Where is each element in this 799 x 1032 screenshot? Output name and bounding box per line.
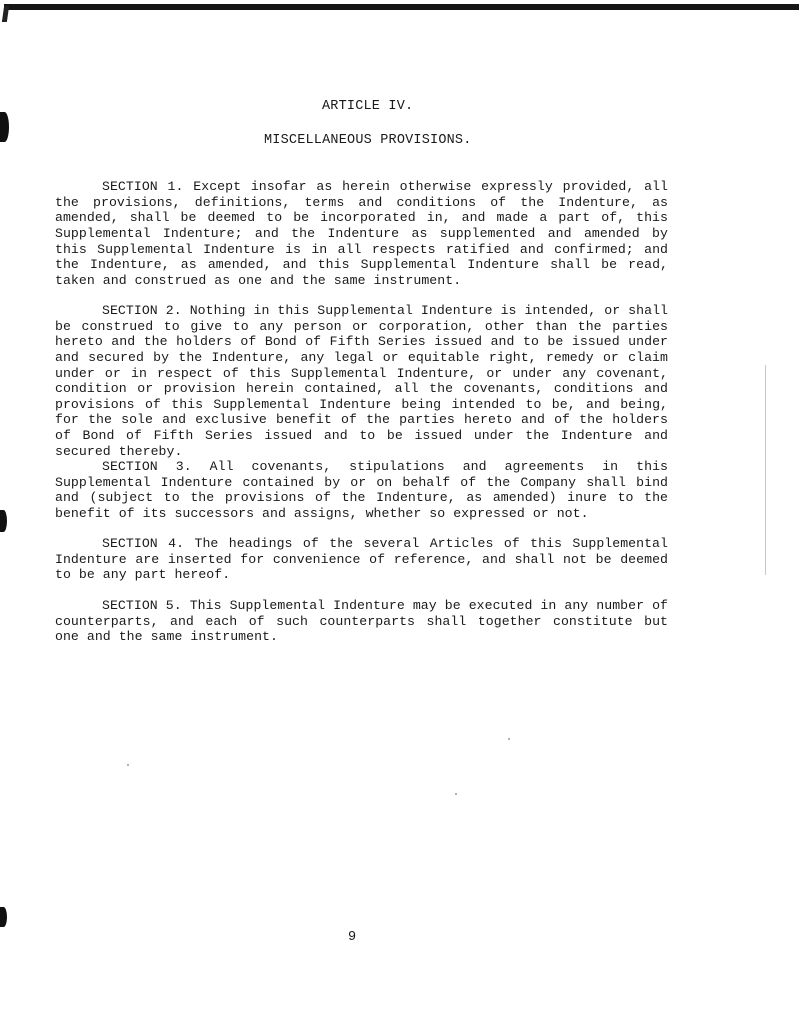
scan-speck: [455, 793, 457, 795]
page-number: 9: [348, 930, 357, 945]
binder-hole-mark: [0, 112, 9, 142]
section-4-paragraph: SECTION 4. The headings of the several Articles of this Supplemental Indenture are inserted for convenience of reference, and shall not be deemed to be any part hereof.: [55, 536, 668, 583]
scan-speck: [508, 738, 510, 740]
article-subtitle: MISCELLANEOUS PROVISIONS.: [264, 133, 472, 148]
binder-hole-mark: [0, 907, 7, 927]
article-title: ARTICLE IV.: [322, 99, 414, 114]
scan-edge-line: [765, 365, 766, 575]
section-3-paragraph: SECTION 3. All covenants, stipulations and agreements in this Supplemental Indenture contained by or on behalf of the Company shall bind and (subject to the provisions of the Indenture, as amended) inure to the benefit of its successors and assigns, whether so expressed or not.: [55, 459, 668, 521]
section-1-paragraph: SECTION 1. Except insofar as herein otherwise expressly provided, all the provisions, definitions, terms and conditions of the Indenture, as amended, shall be deemed to be incorporated in, and made a part of, this Supplemental Indenture; and the Indenture as supplemented and amended by this Supplemental Indenture is in all respects ratified and confirmed; and the Indenture, as amended, and this Supplemental Indenture shall be read, taken and construed as one and the same instrument.: [55, 179, 668, 288]
scan-top-border: [4, 4, 799, 10]
binder-hole-mark: [0, 510, 7, 532]
section-2-paragraph: SECTION 2. Nothing in this Supplemental Indenture is intended, or shall be construed to give to any person or corporation, other than the parties hereto and the holders of Bond of Fifth Series issued and to be issued under and secured by the Indenture, any legal or equitable right, remedy or claim under or in respect of this Supplemental Indenture, or under any covenant, condition or provision herein contained, all the covenants, conditions and provisions of this Supplemental Indenture being intended to be, and being, for the sole and exclusive benefit of the parties hereto and of the holders of Bond of Fifth Series issued and to be issued under the Indenture and secured thereby.: [55, 303, 668, 459]
section-5-paragraph: SECTION 5. This Supplemental Indenture may be executed in any number of counterparts, and each of such counterparts shall together constitute but one and the same instrument.: [55, 598, 668, 645]
scan-corner-mark: [2, 6, 9, 22]
scan-speck: [127, 764, 129, 766]
